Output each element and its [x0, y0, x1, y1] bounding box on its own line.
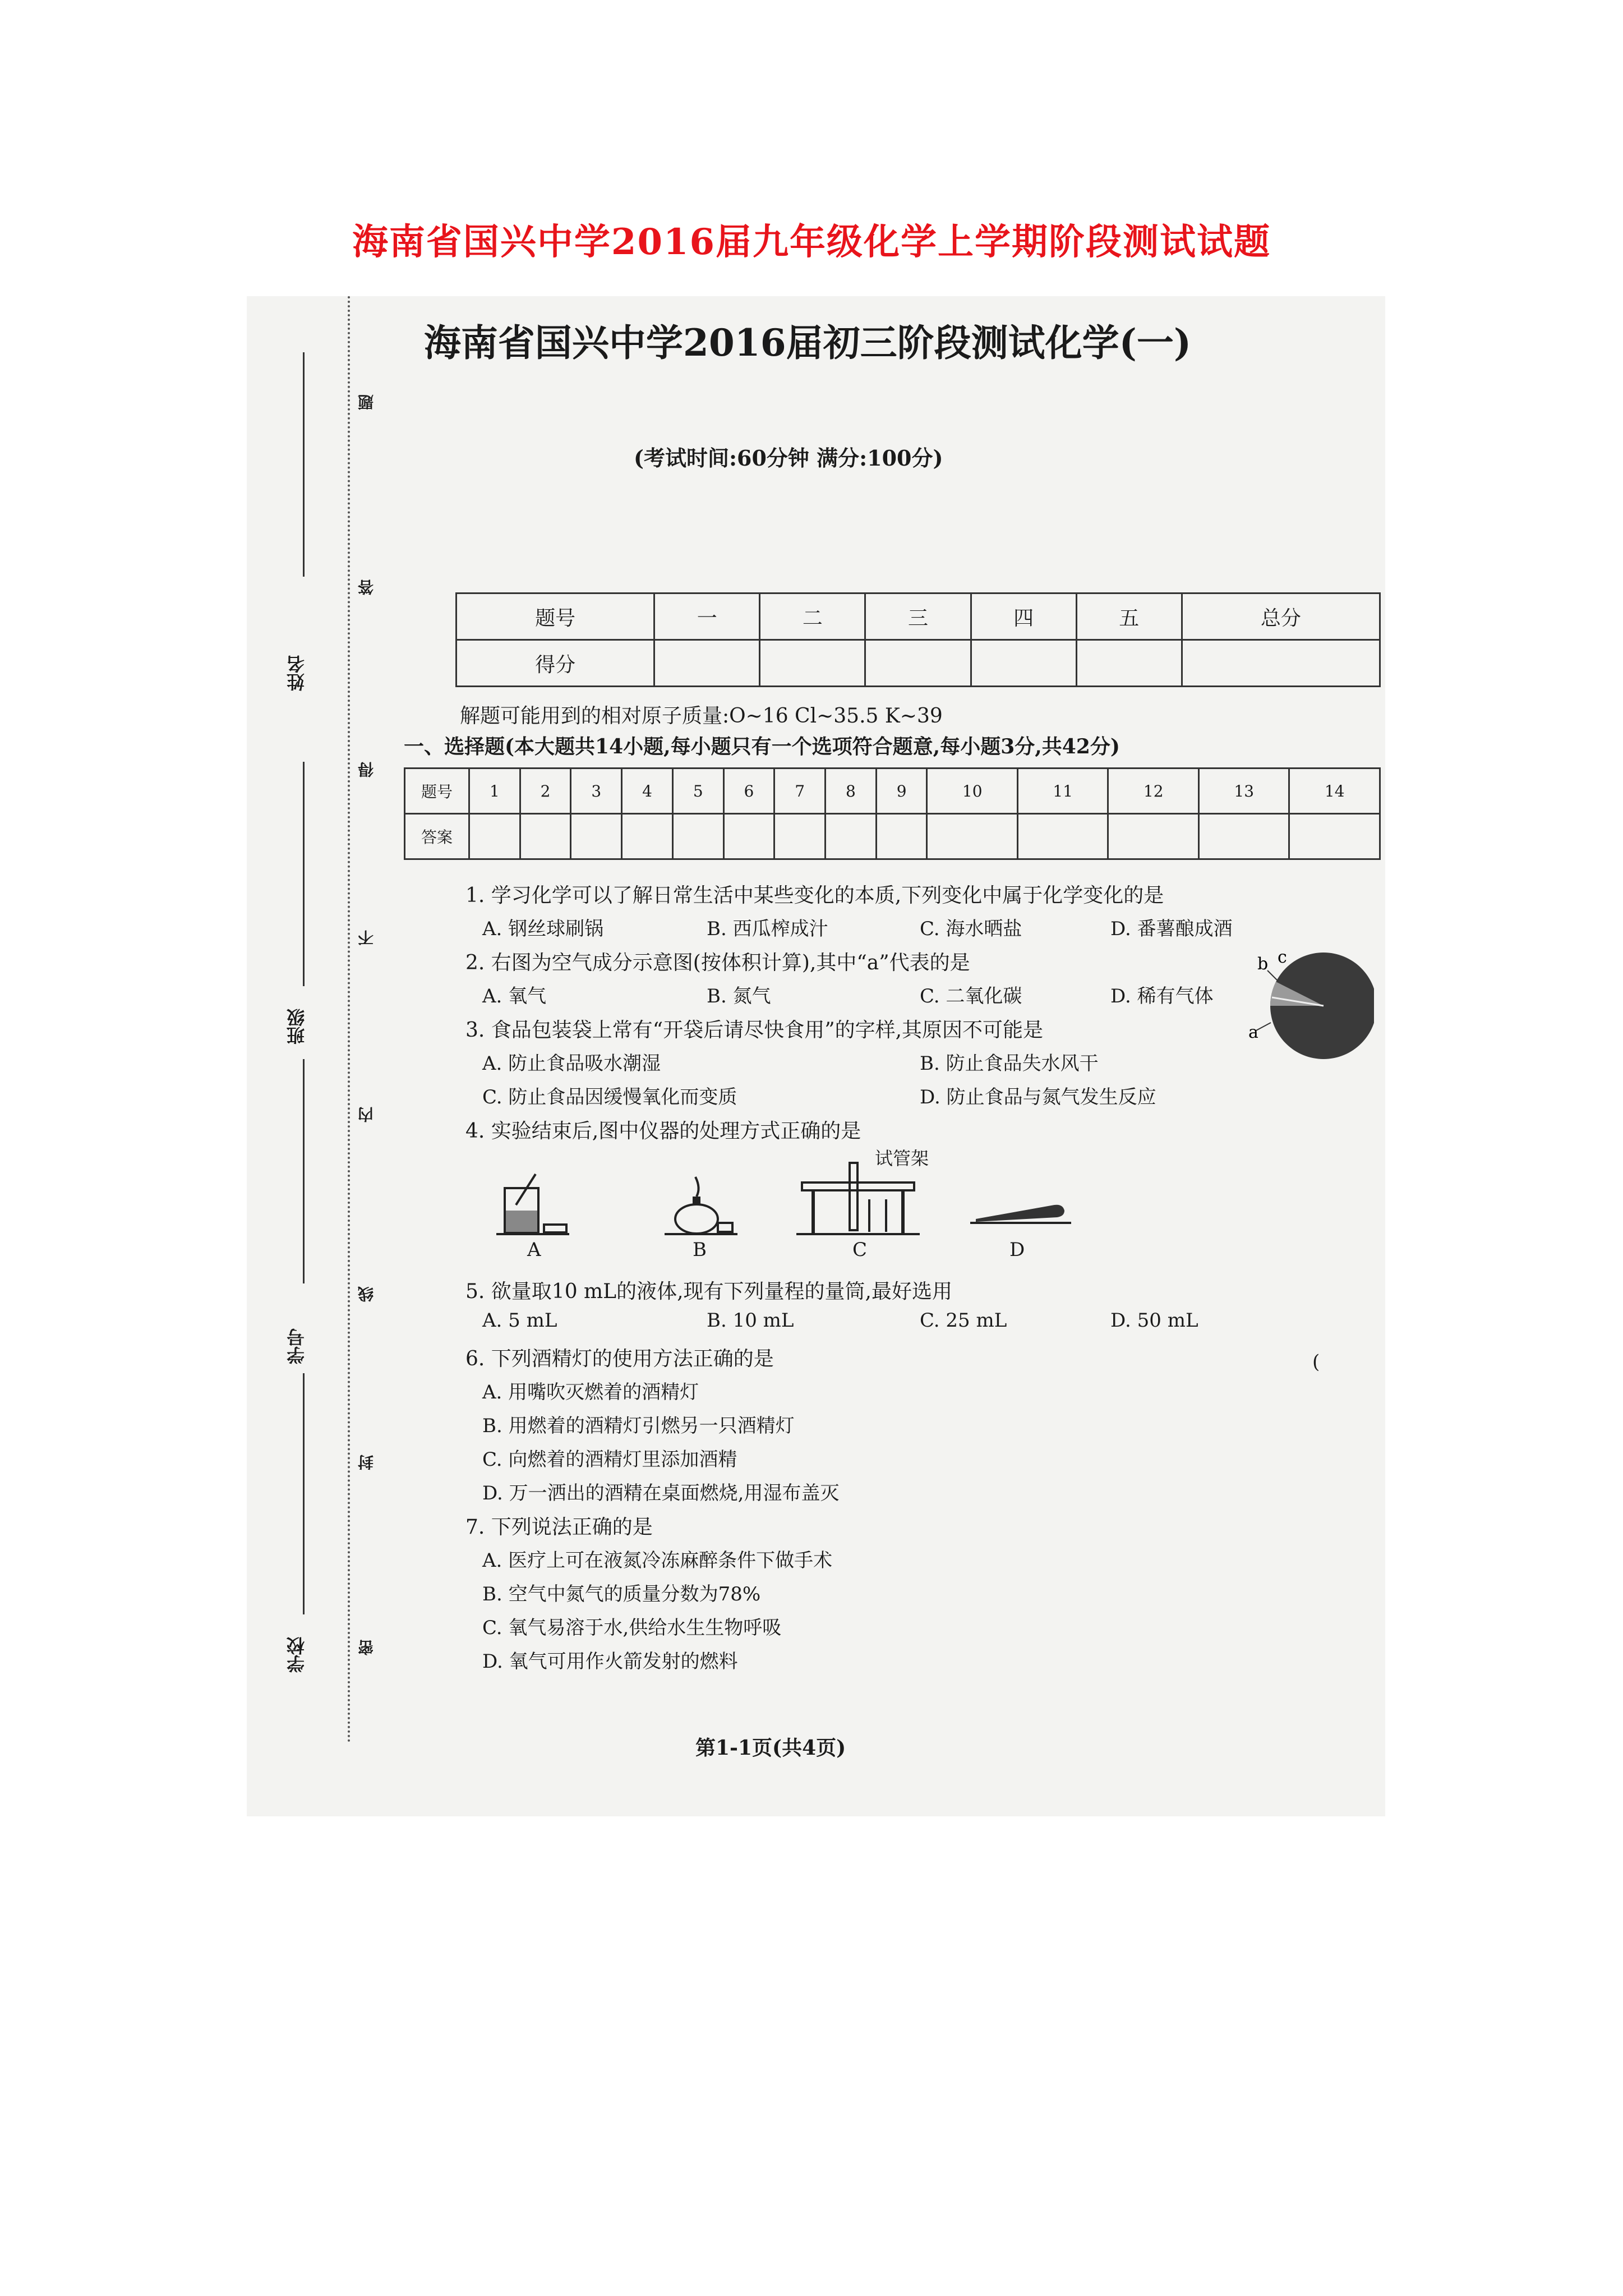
answer-cell: 1 — [469, 769, 520, 814]
seal-char: 答 — [357, 579, 376, 595]
exam-paper-title: 海南省国兴中学2016届初三阶段测试化学(一) — [423, 321, 1192, 365]
answer-blank[interactable] — [571, 814, 622, 859]
question-4-stem: 4. 实验结束后,图中仪器的处理方式正确的是 — [465, 1120, 861, 1143]
question-3-option: B. 防止食品失水风干 — [920, 1052, 1099, 1075]
answer-blank[interactable] — [927, 814, 1018, 859]
score-cell: 得分 — [457, 640, 654, 687]
class-blank-2 — [303, 1059, 305, 1283]
page-footer: 第1-1页(共4页) — [695, 1736, 846, 1760]
question-6-option: D. 万一洒出的酒精在桌面燃烧,用湿布盖灭 — [482, 1482, 840, 1504]
question-5-option: D. 50 mL — [1110, 1309, 1198, 1332]
question-4-option: C — [852, 1239, 868, 1261]
student-number-blank — [303, 1373, 305, 1614]
answer-blank[interactable] — [520, 814, 571, 859]
question-7-option: D. 氧气可用作火箭发射的燃料 — [482, 1650, 738, 1673]
answer-blank[interactable] — [826, 814, 877, 859]
apparatus-a-icon — [494, 1171, 572, 1239]
seal-char: 题 — [357, 394, 376, 410]
score-cell: 一 — [654, 593, 760, 640]
question-2-option: C. 二氧化碳 — [920, 985, 1022, 1007]
score-cell: 五 — [1076, 593, 1182, 640]
seal-char: 封 — [357, 1455, 376, 1470]
answer-blank[interactable] — [1198, 814, 1289, 859]
answer-table-answer-row — [405, 814, 1380, 859]
question-7-option: A. 医疗上可在液氮冷冻麻醉条件下做手术 — [482, 1549, 833, 1572]
answer-table-number-row — [405, 769, 1380, 814]
score-cell — [971, 640, 1076, 687]
score-cell: 总分 — [1182, 593, 1380, 640]
question-7-option: B. 空气中氮气的质量分数为78% — [482, 1583, 761, 1605]
air-composition-pie — [1245, 941, 1374, 1070]
question-5-option: C. 25 mL — [920, 1309, 1007, 1332]
question-2-option: A. 氧气 — [482, 985, 547, 1007]
test-tube-rack-label: 试管架 — [875, 1148, 929, 1169]
question-6-stem: 6. 下列酒精灯的使用方法正确的是 — [465, 1347, 774, 1370]
exam-time-info: (考试时间:60分钟 满分:100分) — [634, 445, 943, 471]
answer-cell: 答案 — [405, 814, 469, 859]
test-tube-on-table-icon — [970, 1194, 1071, 1227]
question-1-option: A. 钢丝球刷锅 — [482, 918, 604, 940]
question-1-option: C. 海水晒盐 — [920, 918, 1022, 940]
answer-cell: 4 — [622, 769, 673, 814]
answer-blank[interactable] — [622, 814, 673, 859]
answer-blank[interactable] — [1289, 814, 1380, 859]
test-tube-rack-icon — [796, 1160, 920, 1239]
question-2-stem: 2. 右图为空气成分示意图(按体积计算),其中“a”代表的是 — [465, 951, 970, 974]
pie-pointer-b — [1267, 970, 1279, 982]
answer-cell: 8 — [826, 769, 877, 814]
pie-label-c: c — [1278, 947, 1287, 967]
score-cell — [760, 640, 865, 687]
question-6-option: A. 用嘴吹灭燃着的酒精灯 — [482, 1381, 699, 1404]
score-table-header-row — [457, 593, 1380, 640]
answer-cell: 14 — [1289, 769, 1380, 814]
answer-blank[interactable] — [469, 814, 520, 859]
question-3-stem: 3. 食品包装袋上常有“开袋后请尽快食用”的字样,其原因不可能是 — [465, 1019, 1044, 1042]
score-cell: 二 — [760, 593, 865, 640]
question-5-stem: 5. 欲量取10 mL的液体,现有下列量程的量筒,最好选用 — [465, 1280, 952, 1303]
name-blank — [303, 352, 305, 577]
answer-cell: 5 — [672, 769, 723, 814]
score-cell: 题号 — [457, 593, 654, 640]
seal-char: 得 — [357, 762, 376, 777]
answer-cell: 6 — [723, 769, 774, 814]
score-cell: 三 — [865, 593, 971, 640]
score-cell — [1076, 640, 1182, 687]
question-3-option: A. 防止食品吸水潮湿 — [482, 1052, 661, 1075]
question-7-option: C. 氧气易溶于水,供给水生生物呼吸 — [482, 1617, 782, 1639]
score-cell — [654, 640, 760, 687]
pie-label-a: a — [1248, 1023, 1258, 1042]
question-2-option: D. 稀有气体 — [1110, 985, 1214, 1007]
seal-char: 线 — [357, 1286, 376, 1302]
question-5-option: B. 10 mL — [707, 1309, 794, 1332]
answer-blank[interactable] — [1017, 814, 1108, 859]
class-label: 班级 — [286, 1009, 307, 1045]
score-cell — [1182, 640, 1380, 687]
question-3-option: C. 防止食品因缓慢氧化而变质 — [482, 1086, 737, 1108]
question-2-option: B. 氮气 — [707, 985, 771, 1007]
answer-cell: 12 — [1108, 769, 1199, 814]
answer-cell: 2 — [520, 769, 571, 814]
bleed-through-paren: ( — [1312, 1351, 1320, 1373]
answer-blank[interactable] — [774, 814, 826, 859]
alcohol-lamp-icon — [662, 1171, 740, 1239]
answer-cell: 3 — [571, 769, 622, 814]
answer-cell: 题号 — [405, 769, 469, 814]
score-table — [455, 592, 1381, 687]
question-5-option: A. 5 mL — [482, 1309, 557, 1332]
school-label: 学校 — [286, 1637, 307, 1673]
pie-label-b: b — [1257, 954, 1269, 974]
seal-char: 不 — [357, 930, 376, 946]
score-table-score-row — [457, 640, 1380, 687]
name-label: 姓名 — [286, 655, 307, 691]
question-6-option: B. 用燃着的酒精灯引燃另一只酒精灯 — [482, 1415, 795, 1437]
answer-cell: 10 — [927, 769, 1018, 814]
student-number-label: 学号 — [286, 1328, 307, 1364]
seal-char: 内 — [357, 1107, 376, 1122]
question-7-stem: 7. 下列说法正确的是 — [465, 1516, 653, 1539]
answer-blank[interactable] — [1108, 814, 1199, 859]
answer-blank[interactable] — [672, 814, 723, 859]
question-3-option: D. 防止食品与氮气发生反应 — [920, 1086, 1156, 1108]
document-title: 海南省国兴中学2016届九年级化学上学期阶段测试试题 — [352, 221, 1271, 263]
question-4-option: B — [693, 1239, 707, 1261]
question-6-option: C. 向燃着的酒精灯里添加酒精 — [482, 1448, 737, 1471]
section-heading: 一、选择题(本大题共14小题,每小题只有一个选项符合题意,每小题3分,共42分) — [404, 735, 1120, 758]
answer-cell: 7 — [774, 769, 826, 814]
answer-cell: 11 — [1017, 769, 1108, 814]
question-1-option: D. 番薯酿成酒 — [1110, 918, 1233, 940]
scanned-exam-page — [247, 296, 1385, 1816]
seal-char: 密 — [357, 1640, 376, 1655]
answer-blank[interactable] — [876, 814, 927, 859]
answer-blank[interactable] — [723, 814, 774, 859]
score-cell: 四 — [971, 593, 1076, 640]
atomic-mass-note: 解题可能用到的相对原子质量:O~16 Cl~35.5 K~39 — [460, 705, 943, 728]
question-1-stem: 1. 学习化学可以了解日常生活中某些变化的本质,下列变化中属于化学变化的是 — [465, 884, 1164, 907]
question-4-option: D — [1009, 1239, 1025, 1261]
class-blank — [303, 762, 305, 986]
question-1-option: B. 西瓜榨成汁 — [707, 918, 828, 940]
binding-dotted-line — [348, 296, 350, 1743]
question-4-option: A — [527, 1239, 541, 1261]
answer-table — [404, 767, 1381, 860]
answer-cell: 9 — [876, 769, 927, 814]
answer-cell: 13 — [1198, 769, 1289, 814]
score-cell — [865, 640, 971, 687]
